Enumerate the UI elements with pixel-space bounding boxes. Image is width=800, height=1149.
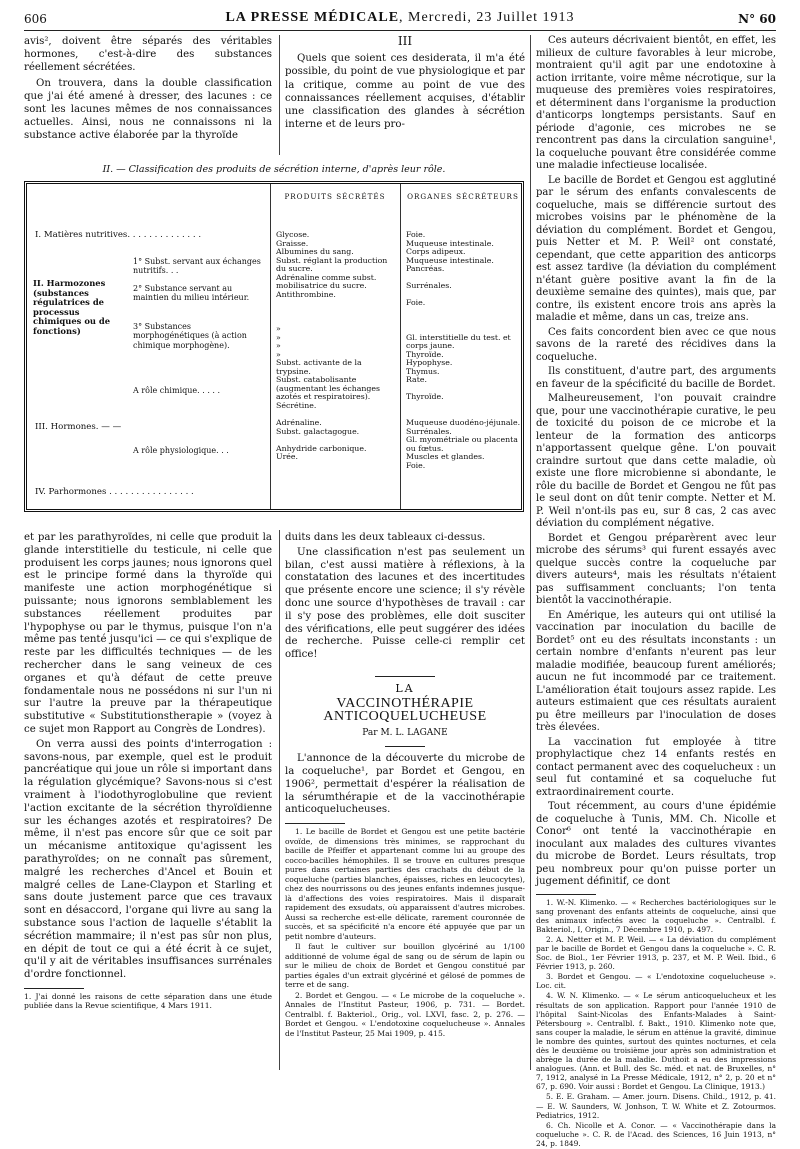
header-rule — [24, 30, 776, 31]
group-parhormones: IV. Parhormones . . . . . . . . . . . . . . . . — [35, 487, 194, 497]
sub-physiologique: A rôle physiologique. . . — [133, 446, 229, 455]
paragraph: Le bacille de Bordet et Gengou est agglutiné par le sérum des enfants convalescents de coqueluche, mais se différencie surtout des microbes voisins par le phénomène de la déviation du complément. Bordet et Gengou, puis Netter et M. P. Weil² ont constaté, cependant, que cette apparition des anticorps est assez tardive (la déviation du complément n'étant guère positive avant la fin de la deuxième semaine des quintes), mais que, par contre, ils existent encore trois ans après la maladie et même, dans un cas, treize ans. — [536, 174, 776, 323]
group-harmozones: II. Harmozones (substances régulatrices de processus chimiques ou de fonctions) — [33, 278, 111, 336]
article-title: VACCINOTHÉRAPIE ANTICOQUELUCHEUSE — [323, 695, 487, 724]
paragraph: et par les parathyroïdes, ni celle que produit la glande interstitielle du testicule, ni celle que produisent les corps jaunes; nous ignorons quel est le principe formé dans la thyroïde qui manifeste une action morphogénétique si puissante; nous ignorons semblablement les substances réellement produites par l'hypophyse ou par le thymus, puisque l'on n'a même pas tenté jusqu'ici — ce qui s'explique de reste par les difficultés techniques — de les rechercher dans le sang veineux de ces organes et qu'à défaut de cette preuve fondamentale nous ne possédons ni sur l'un ni sur l'autre la preuve par la thérapeutique substitutive « Substitutionstherapie » (voyez à ce sujet mon Rapport au Congrès de Londres). — [24, 532, 272, 735]
article-separator — [375, 676, 435, 677]
classification-table — [24, 181, 524, 512]
journal-name: LA PRESSE MÉDICALE — [225, 10, 400, 25]
paragraph: Quels que soient ces desiderata, il m'a été possible, du point de vue physiologique et par la critique, comme au point de vue des connaissances réellement acquises, d'établir une classification des glandes à sécrétion interne et de leurs pro- — [285, 53, 525, 131]
products-column: Glycose. Graisse. Albumines du sang. Subst. réglant la production du sucre. Adrénaline comme subst. mobilisatrice du sucre. Antithrombine. » » » » Subst. activante de la trypsine. Subst. catabolisante (augmentant les échanges azotés et respiratoires). Sécrétine. Adrénaline. Subst. galactagogue. Anhydride carbonique. Urée. — [276, 230, 388, 462]
footnote: 6. Ch. Nicolle et A. Conor. — « Vaccinothérapie dans la coqueluche ». C. R. de l'Acad. des Sciences, 16 Juin 1913, n° 24, p. 1849. — [536, 1120, 776, 1148]
paragraph: En Amérique, les auteurs qui ont utilisé la vaccination par inoculation du bacille de Bordet⁵ ont eu des résultats inconstants : un certain nombre d'enfants n'eurent pas leur maladie modifiée, beaucoup furent améliorés; aucun ne fut incommodé par ce traitement. L'amélioration était toujours assez rapide. Les auteurs estimaient que ces résultats auraient pu être meilleurs par l'inoculation de doses très élevées. — [536, 609, 776, 733]
footnote: 2. Bordet et Gengou. — « Le microbe de la coqueluche ». Annales de l'Institut Pasteur, 1906, p. 731. — Bordet. Centralbl. f. Bakteriol., Orig., vol. LXVI, fasc. 2, p. 276. — Bordet et Gengou. « L'endotoxine coquelucheuse ». Annales de l'Institut Pasteur, 25 Mai 1909, p. 415. — [285, 990, 525, 1038]
paragraph: duits dans les deux tableaux ci-dessus. — [285, 532, 486, 543]
paragraph: On trouvera, dans la double classification que j'ai été amené à dresser, des lacunes : ce sont les lacunes mêmes de nos connaissances actuelles. Ainsi, nous ne connaissons ni la substance active élaborée par la thyroïde — [24, 77, 272, 142]
col1-bottom — [24, 532, 272, 1011]
issue-number: N° 60 — [738, 12, 776, 26]
col1-top — [24, 35, 272, 145]
sub-nutritive: 1° Subst. servant aux échanges nutritifs. . . — [133, 257, 261, 276]
group-hormones: III. Hormones. — — — [35, 422, 122, 432]
paragraph: Bordet et Gengou préparèrent avec leur microbe des sérums³ qui furent essayés avec quelque succès contre la coqueluche par divers auteurs⁴, mais les résultats n'étaient pas suffisamment concluants; l'on tenta bientôt la vaccinothérapie. — [536, 532, 776, 606]
paragraph: Ces faits concordent bien avec ce que nous savons de la rareté des récidives dans la coqueluche. — [536, 326, 776, 363]
col3 — [536, 35, 776, 1149]
footnote-rule — [285, 823, 345, 824]
footnotes — [536, 898, 776, 1149]
header-products: PRODUITS SÉCRÉTÉS — [284, 192, 386, 201]
footnote: 5. E. E. Graham. — Amer. journ. Disens. Child., 1912, p. 41. — E. W. Saunders, W. Jonhson, T. W. White et Z. Zotourmos. Pediatrics, 1912. — [536, 1092, 776, 1120]
page-header — [24, 10, 776, 28]
issue-date: , Mercredi, 23 Juillet 1913 — [399, 10, 575, 25]
sub-chimique: A rôle chimique. . . . . — [133, 386, 221, 395]
paragraph: Ces auteurs décrivaient bientôt, en effet, les milieux de culture favorables à leur microbe, montraient qu'il agit par une endotoxine à action irritante, voire même nécrotique, sur la muqueuse des premières voies respiratoires, et déterminent dans l'organisme la production d'anticorps longtemps persistants. Sauf en période d'agonie, ces microbes ne se rencontrent pas dans la circulation sanguine¹, la coqueluche pouvant être considérée comme une maladie infectieuse localisée. — [536, 35, 776, 171]
footnote: 1. Le bacille de Bordet et Gengou est une petite bactérie ovoïde, de dimensions très minimes, se rapprochant du bacille de Pfeiffer et appartenant comme lui au groupe des cocco-bacilles hémophiles. Il se trouve en cultures presque pures dans certaines parties des crachats du début de la coqueluche (parties blanches, épaisses, riches en leucocytes), chez des nourrissons ou des jeunes enfants indemnes jusque-là d'affections des voies respiratoires. Mais il disparaît rapidement des exsudats, où apparaissent d'autres microbes. Aussi sa recherche est-elle délicate, rarement couronnée de succès, et sa spécificité n'a encore été appuyée que par un petit nombre d'auteurs. — [285, 827, 525, 941]
footnote: 2. A. Netter et M. P. Weil. — « La déviation du complément par le bacille de Bordet et Gengou dans la coqueluche ». C. R. Soc. de Biol., 1er Février 1913, p. 237, et M. P. Weil. Ibid., 6 Février 1913, p. 260. — [536, 934, 776, 972]
footnote: 3. Bordet et Gengou. — « L'endotoxine coquelucheuse ». Loc. cit. — [536, 972, 776, 991]
organs-column: Foie. Muqueuse intestinale. Corps adipeux. Muqueuse intestinale. Pancréas. Surrénales. Foie. Gl. interstitielle du test. et corps jaune. Thyroïde. Hypophyse. Thymus. Rate. Thyroïde. Muqueuse duodéno-jéjunale. Surrénales. Gl. myométriale ou placenta ou fœtus. Muscles et glandes. Foie. — [406, 230, 521, 470]
paragraph: La vaccination fut employée à titre prophylactique chez 14 enfants restés en contact permanent avec des coquelucheux : un seul fut contaminé et sa coqueluche fut extraordinairement courte. — [536, 736, 776, 798]
page-number: 606 — [24, 12, 47, 26]
col2-top — [285, 35, 525, 133]
group-nutritive: I. Matières nutritives. . . . . . . . . . . . . . — [35, 230, 202, 240]
sub-morphogene: 3° Substances morphogénétiques (à action chimique morphogène). — [133, 322, 247, 350]
footnote: 1. J'ai donné les raisons de cette séparation dans une étude publiée dans la Revue scientifique, 4 Mars 1911. — [24, 991, 272, 1011]
footnote-rule — [536, 894, 596, 895]
paragraph: Malheureusement, l'on pouvait craindre que, pour une vaccinothérapie curative, le peu de toxicité du poison de ce microbe et la lenteur de la formation des anticorps n'apportassent quelque gêne. L'on pouvait craindre surtout que dans cette maladie, où existe une flore microbienne si abondante, le rôle du bacille de Bordet et Gengou ne fût pas le seul dont on dût tenir compte. Netter et M. P. Weil n'ont-ils pas eu, sur 8 cas, 2 cas avec déviation du complément négative. — [536, 393, 776, 529]
sub-milieu: 2° Substance servant au maintien du milieu intérieur. — [133, 284, 250, 303]
col2-bottom — [285, 532, 525, 1039]
column-rule — [279, 530, 280, 1070]
column-rule — [530, 35, 531, 1070]
paragraph: Une classification n'est pas seulement un bilan, c'est aussi matière à réflexions, à la constatation des lacunes et des incertitudes que présente encore une science; il s'y révèle donc une source d'hypothèses de travail : car il s'y pose des problèmes, elle doit susciter des vérifications, elle peut suggérer des idées de recherche. Puisse celle-ci remplir cet office! — [285, 546, 525, 661]
column-divider — [400, 184, 401, 509]
column-divider — [270, 184, 271, 509]
section-number: III — [397, 34, 413, 48]
footnote: 4. W. N. Klimenko. — « Le sérum anticoquelucheux et les résultats de son application. Rapport pour l'année 1910 de l'hôpital Saint-Nicolas des Enfants-Malades à Saint-Pétersbourg ». Centralbl. f. Bakt., 1910. Klimenko note que, sans couper la maladie, le sérum en atténue la gravité, diminue le nombre des quintes, surtout des quintes nocturnes, et cela dès le deuxième ou troisième jour après son administration et abrège la durée de la maladie. Duthoit a eu des impressions analogues. (Ann. et Bull. des Sc. méd. et nat. de Bruxelles, n° 7, 1912, analysé in La Presse Médicale, 1912, n° 2, p. 20 et n° 67, p. 690. Voir aussi : Bordet et Gengou. La Clinique, 1913.) — [536, 991, 776, 1092]
footnote: Il faut le cultiver sur bouillon glycériné au 1/100 additionné de volume égal de sang ou de sérum de lapin ou sur le milieu de choix de Bordet et Gengou constitué par parties égales d'un extrait glycériné et gélosé de pommes de terre et de sang. — [285, 942, 525, 990]
paragraph: Ils constituent, d'autre part, des arguments en faveur de la spécificité du bacille de Bordet. — [536, 366, 776, 390]
footnote: 1. W.-N. Klimenko. — « Recherches bactériologiques sur le sang provenant des enfants atteints de coqueluche, ainsi que des animaux infectés avec la coqueluche ». Centralbl. f. Bakteriol., I, Origin., 7 Décembre 1910, p. 497. — [536, 897, 776, 934]
article-author: Par M. L. LAGANE — [362, 728, 448, 739]
footnote-rule — [24, 988, 84, 989]
column-rule — [279, 35, 280, 155]
header-organs: ORGANES SÉCRÉTEURS — [407, 192, 519, 201]
paragraph: Tout récemment, au cours d'une épidémie de coqueluche à Tunis, MM. Ch. Nicolle et Conor⁶ ont tenté la vaccinothérapie en inoculant aux malades des cultures vivantes du microbe de Bordet. Leurs résultats, trop peu nombreux pour qu'on puisse porter un jugement définitif, ce dont — [536, 801, 776, 887]
article-intro: L'annonce de la découverte du microbe de la coqueluche¹, par Bordet et Gengou, en 1906², permettait d'espérer la réalisation de la sérumthérapie et de la vaccinothérapie anticoquelucheuses. — [285, 753, 525, 816]
article-kicker: LA — [395, 681, 415, 695]
table-caption: II. — Classification des produits de sécrétion interne, d'après leur rôle. — [102, 164, 446, 175]
journal-title — [24, 10, 776, 26]
paragraph: On verra aussi des points d'interrogation : savons-nous, par exemple, quel est le produit pancréatique qui joue un rôle si important dans la régulation glycémique? Savons-nous si c'est vraiment à l'iodothyroglobuline que revient l'action excitante de la sécrétion thyroïdienne sur les échanges azotés et respiratoires? De même, il n'est pas encore sûr que ce soit par un mécanisme antitoxique qu'agissent les parathyroïdes; on ne connaît pas sûrement, malgré les recherches d'Ancel et Bouin et malgré celles de Lane-Claypon et Starling et sans doute justement parce que ces travaux sont en désaccord, l'organe qui livre au sang la substance sous l'action de laquelle s'établit la sécrétion mammaire; il n'est pas sûr non plus, en dépit de tout ce qui a été écrit à ce sujet, qu'il y ait de véritables insuffisances surrénales d'ordre fonctionnel. — [24, 738, 272, 981]
paragraph: avis², doivent être séparés des véritables hormones, c'est-à-dire des substances réellement sécrétées. — [24, 36, 272, 74]
footnotes — [285, 827, 525, 1038]
article-rule — [385, 746, 425, 747]
